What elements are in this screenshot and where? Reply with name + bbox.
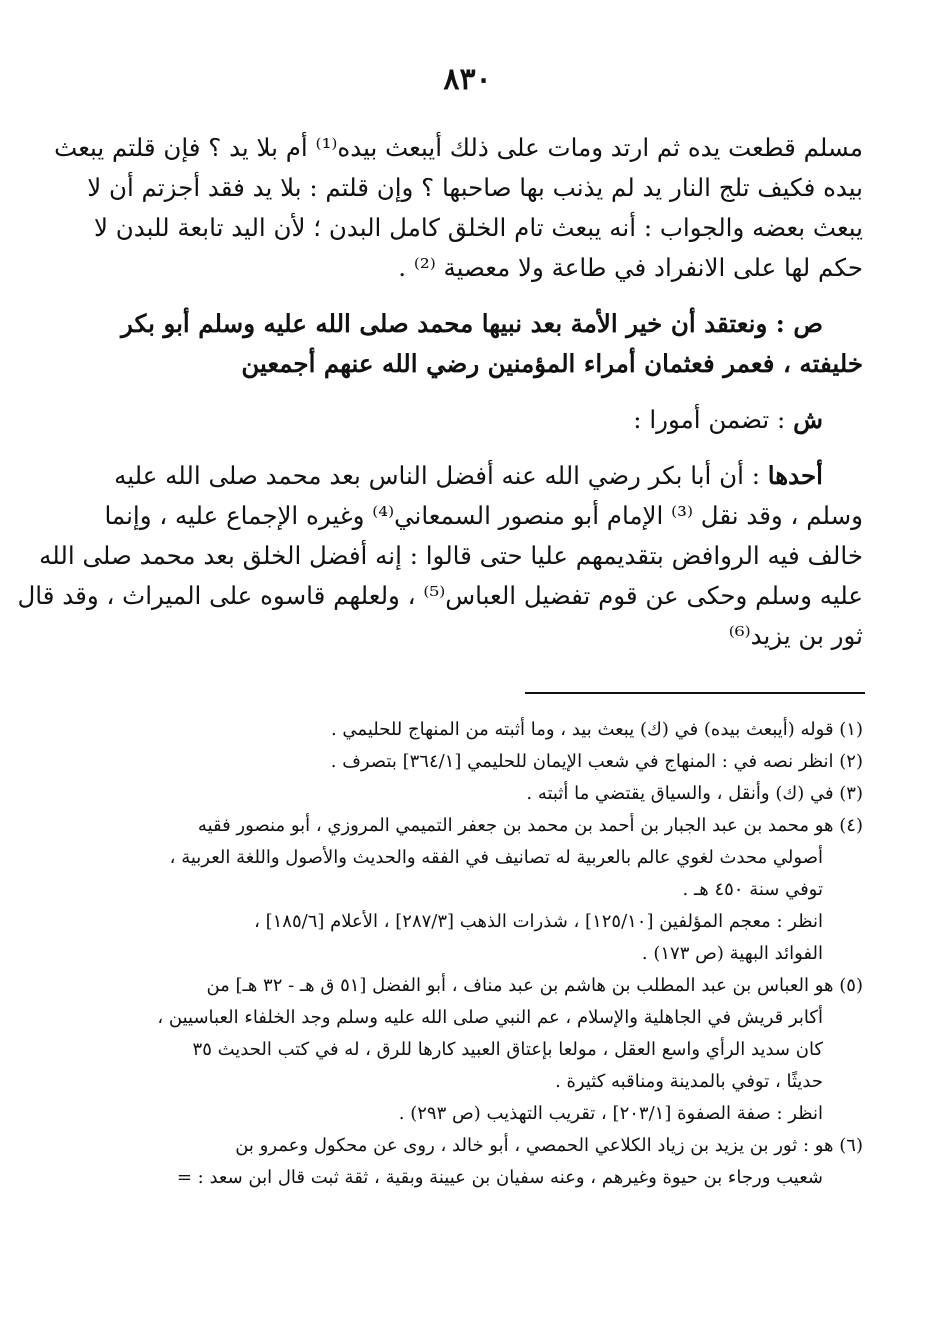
first-label: أحدها	[767, 461, 823, 490]
sharh-label: ش	[793, 405, 823, 434]
body-line: عليه وسلم وحكى عن قوم تفضيل العباس⁽⁵⁾ ، ولعلهم قاسوه على الميراث ، وقد قال	[17, 581, 863, 610]
body-line: خالف فيه الروافض بتقديمهم عليا حتى قالوا : إنه أفضل الخلق بعد محمد صلى الله	[39, 541, 863, 570]
footnote-line: الفوائد البهية (ص ١٧٣) .	[641, 943, 823, 964]
text-line: بيده فكيف تلج النار يد لم يذنب بها صاحبها ؟ وإن قلتم : بلا يد فقد أجزتم أن لا	[87, 173, 863, 202]
footnote-line: كان سديد الرأي واسع العقل ، مولعا بإعتاق العبيد كارها للرق ، له في كتب الحديث ٣٥	[192, 1039, 823, 1060]
footnote-line: أصولي محدث لغوي عالم بالعربية له تصانيف في الفقه والحديث والأصول واللغة العربية ،	[169, 847, 823, 868]
footnotes-block	[83, 714, 863, 1194]
footnote-line: (١) قوله (أيبعث بيده) في (ك) يبعث بيد ، وما أثبته من المنهاج للحليمي .	[330, 719, 863, 740]
footnote-line: شعيب ورجاء بن حيوة وغيرهم ، وعنه سفيان بن عيينة وبقية ، ثقة ثبت قال ابن سعد : =	[176, 1167, 823, 1188]
matn-line: خليفته ، فعمر فعثمان أمراء المؤمنين رضي الله عنهم أجمعين	[241, 349, 863, 378]
page-number: ٨٣٠	[443, 62, 492, 97]
footnote-line: أكابر قريش في الجاهلية والإسلام ، عم النبي صلى الله عليه وسلم وجد الخلفاء العباسيين ،	[157, 1007, 823, 1028]
footnote-line: (٥) هو العباس بن عبد المطلب بن هاشم بن عبد مناف ، أبو الفضل [٥١ ق هـ - ٣٢ هـ] من	[206, 975, 863, 996]
sharh-line	[88, 400, 863, 440]
paragraph-gap	[88, 288, 863, 304]
body-line-first	[88, 456, 863, 496]
paragraph-gap	[88, 440, 863, 456]
text-line: حكم لها على الانفراد في طاعة ولا معصية ⁽²⁾ .	[398, 253, 863, 282]
footnote-line: توفي سنة ٤٥٠ هـ .	[682, 879, 823, 900]
footnote-line: انظر : صفة الصفوة [٢٠٣/١] ، تقريب التهذيب (ص ٢٩٣) .	[398, 1103, 823, 1124]
text-line: يبعث بعضه والجواب : أنه يبعث تام الخلق كامل البدن ؛ لأن اليد تابعة للبدن لا	[93, 213, 863, 242]
footnote-line: (٢) انظر نصه في : المنهاج في شعب الإيمان للحليمي [٣٦٤/١] بتصرف .	[330, 751, 863, 772]
text-line: مسلم قطعت يده ثم ارتد ومات على ذلك أيبعث بيده⁽¹⁾ أم بلا يد ؟ فإن قلتم يبعث	[54, 133, 863, 162]
footnote-divider	[525, 692, 865, 694]
paragraph-gap	[88, 384, 863, 400]
body-line: ثور بن يزيد⁽⁶⁾	[728, 621, 863, 650]
body-line-text: : أن أبا بكر رضي الله عنه أفضل الناس بعد محمد صلى الله عليه	[114, 461, 760, 490]
sharh-text: : تضمن أمورا :	[633, 405, 786, 434]
body-line: وسلم ، وقد نقل ⁽³⁾ الإمام أبو منصور السمعاني⁽⁴⁾ وغيره الإجماع عليه ، وإنما	[104, 501, 863, 530]
footnote-line: حديثًا ، توفي بالمدينة ومناقبه كثيرة .	[555, 1071, 823, 1092]
footnote-line: (٤) هو محمد بن عبد الجبار بن أحمد بن محمد بن جعفر التميمي المروزي ، أبو منصور فقيه	[197, 815, 863, 836]
footnote-line: (٣) في (ك) وأنقل ، والسياق يقتضي ما أثبته .	[526, 783, 863, 804]
footnote-line: (٦) هو : ثور بن يزيد بن زياد الكلاعي الحمصي ، أبو خالد ، روى عن محكول وعمرو بن	[235, 1135, 863, 1156]
matn-line: ص : ونعتقد أن خير الأمة بعد نبيها محمد صلى الله عليه وسلم أبو بكر	[121, 309, 823, 338]
main-text-block	[17, 128, 863, 656]
footnote-line: انظر : معجم المؤلفين [١٢٥/١٠] ، شذرات الذهب [٢٨٧/٣] ، الأعلام [١٨٥/٦] ،	[254, 911, 823, 932]
